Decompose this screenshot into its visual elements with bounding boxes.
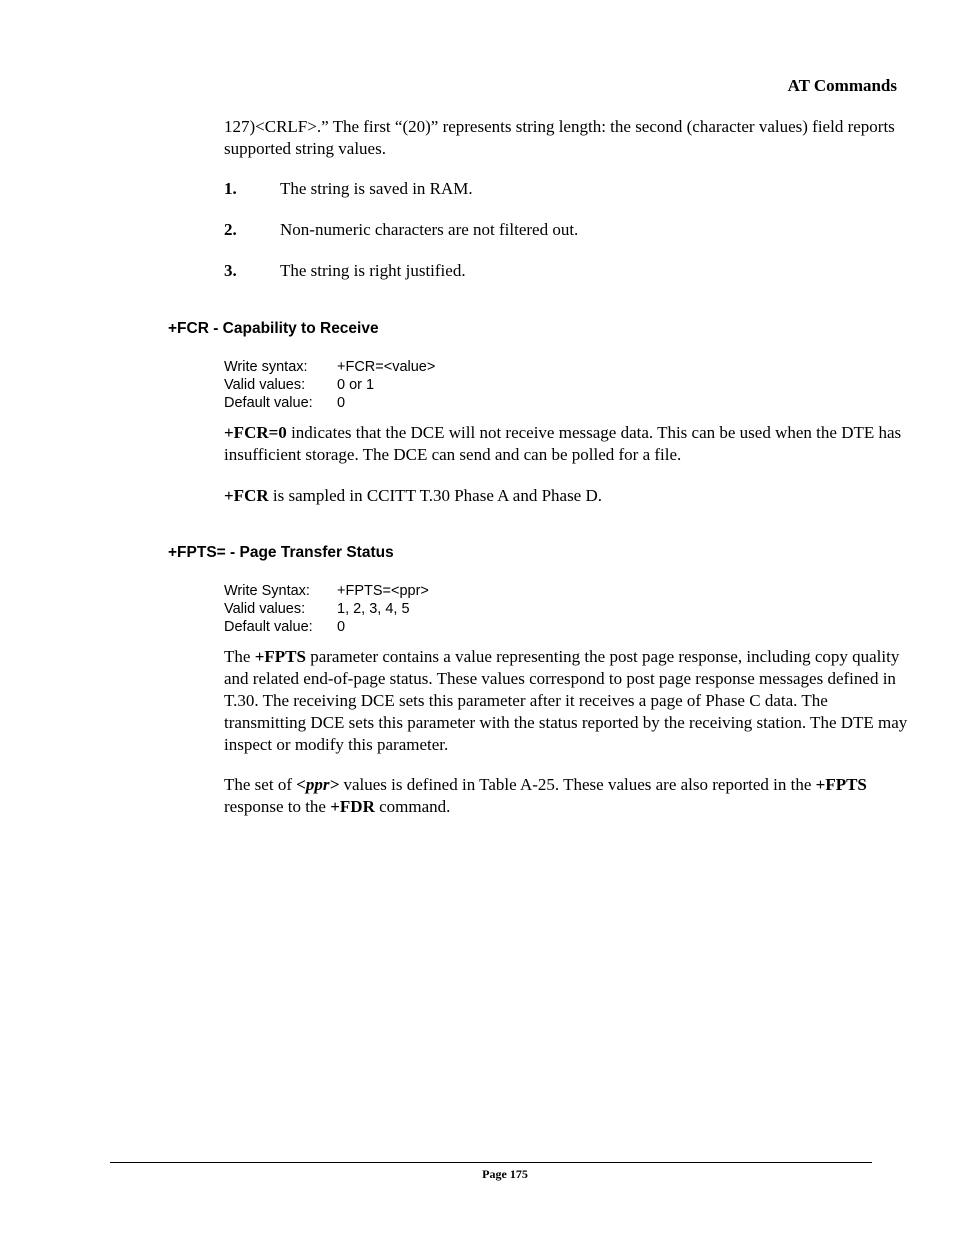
spec-row <box>224 618 429 636</box>
fcr-heading: +FCR - Capability to Receive <box>168 320 379 337</box>
intro-paragraph: 127)<CRLF>.” The first “(20)” represents string length: the second (character values) field reports supported string values. <box>224 117 895 158</box>
spec-label: Default value: <box>224 619 313 635</box>
command-name: +FCR=0 <box>224 423 287 442</box>
spec-value: 1, 2, 3, 4, 5 <box>337 601 410 617</box>
list-number: 3. <box>224 261 237 280</box>
list-item <box>224 260 466 282</box>
spec-label: Valid values: <box>224 377 306 393</box>
spec-row <box>224 376 435 394</box>
list-text: Non-numeric characters are not filtered out. <box>280 220 579 239</box>
paragraph-text: parameter contains a value representing the post page response, including copy quality and related end-of-page status. These values correspond to post page response messages defined in T.30. The receiving DCE sets this parameter after it receives a page of Phase C data. The transmitting DCE sets this parameter with the status reported by the receiving station. The DTE may inspect or modify this parameter. <box>224 647 908 754</box>
fpts-spec-table <box>224 582 429 636</box>
fpts-heading: +FPTS= - Page Transfer Status <box>168 544 394 561</box>
spec-value: 0 <box>337 619 346 635</box>
spec-row <box>224 600 429 618</box>
list-number: 2. <box>224 220 237 239</box>
list-text: The string is saved in RAM. <box>280 179 473 198</box>
spec-label: Write syntax: <box>224 359 308 375</box>
spec-value: +FPTS=<ppr> <box>337 583 429 599</box>
spec-value: +FCR=<value> <box>337 359 436 375</box>
paragraph-text: values is defined in Table A-25. These values are also reported in the <box>339 775 816 794</box>
fpts-paragraph-2 <box>224 774 904 818</box>
fcr-paragraph-1 <box>224 422 904 466</box>
spec-row <box>224 394 435 412</box>
paragraph-text: response to the <box>224 797 331 816</box>
running-header: AT Commands <box>787 76 897 95</box>
paragraph-text: is sampled in CCITT T.30 Phase A and Phase D. <box>268 486 603 505</box>
list-item <box>224 219 578 241</box>
fpts-paragraph-1 <box>224 646 910 756</box>
spec-value: 0 <box>337 395 346 411</box>
command-name: +FDR <box>330 797 375 816</box>
page-number: Page 175 <box>482 1167 528 1181</box>
command-name: +FPTS <box>254 647 306 666</box>
list-item <box>224 178 473 200</box>
list-number: 1. <box>224 179 237 198</box>
paragraph-text: indicates that the DCE will not receive message data. This can be used when the DTE has insufficient storage. The DCE can send and can be polled for a file. <box>224 423 902 464</box>
list-text: The string is right justified. <box>280 261 466 280</box>
paragraph-text: The set of <box>224 775 297 794</box>
spec-label: Valid values: <box>224 601 306 617</box>
spec-row <box>224 358 435 376</box>
command-name: +FCR <box>224 486 269 505</box>
spec-row <box>224 582 429 600</box>
fcr-paragraph-2 <box>224 485 904 507</box>
fcr-spec-table <box>224 358 435 412</box>
spec-label: Default value: <box>224 395 313 411</box>
spec-value: 0 or 1 <box>337 377 375 393</box>
paragraph-text: The <box>224 647 255 666</box>
command-name: +FPTS <box>815 775 867 794</box>
parameter-name: <ppr> <box>296 775 340 794</box>
spec-label: Write Syntax: <box>224 583 310 599</box>
footer-rule <box>110 1162 872 1163</box>
paragraph-text: command. <box>374 797 451 816</box>
